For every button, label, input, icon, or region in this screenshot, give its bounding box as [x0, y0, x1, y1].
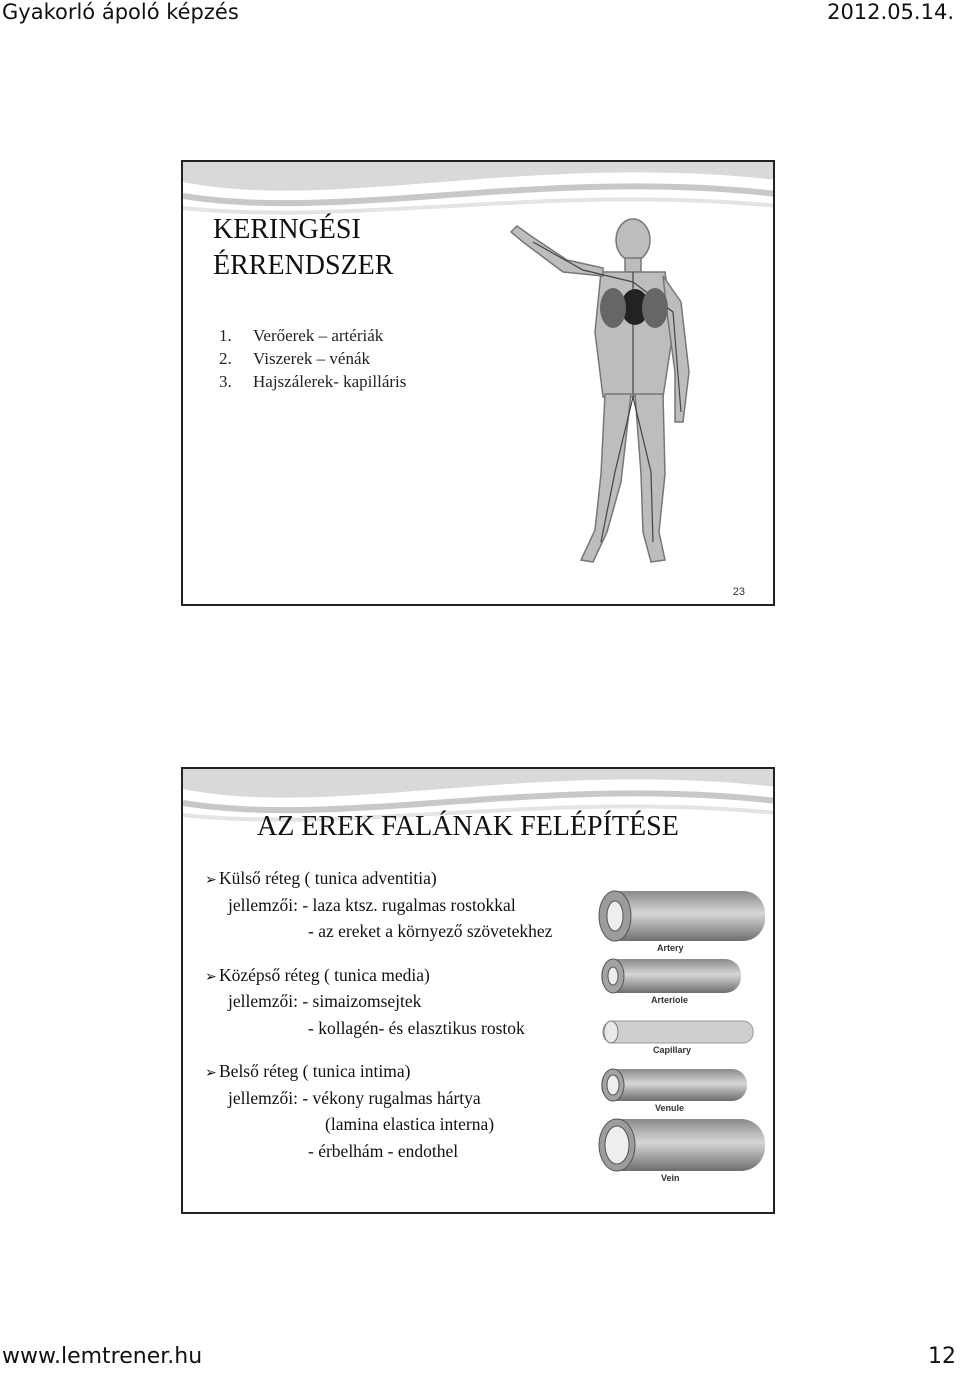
layer-detail: - az ereket a környező szövetekhez: [308, 921, 553, 941]
layer-detail: - érbelhám - endothel: [308, 1140, 459, 1161]
vessel-label: Arteriole: [651, 995, 689, 1005]
blood-vessel-types-figure: [593, 887, 773, 1187]
page-number: 12: [928, 1344, 956, 1369]
arrow-bullet-icon: ➢: [205, 873, 217, 888]
header-course-title: Gyakorló ápoló képzés: [2, 0, 239, 24]
layer-detail: jellemzői: - laza ktsz. rugalmas rostokkal: [228, 894, 516, 915]
slide-title: KERINGÉSI ÉRRENDSZER: [213, 214, 394, 281]
vessel-wall-layers: [205, 865, 552, 1164]
arrow-bullet-icon: ➢: [205, 1066, 217, 1081]
list-item: 2. Viszerek – vénák: [219, 349, 370, 368]
layer-detail: jellemzői: - vékony rugalmas hártya: [228, 1087, 481, 1108]
arrow-bullet-icon: ➢: [205, 969, 217, 985]
vessel-types-list: [219, 324, 406, 393]
vessel-label: Artery: [657, 943, 684, 953]
human-circulatory-system-figure: [503, 212, 723, 572]
layer-heading: Középső réteg ( tunica media): [219, 964, 430, 985]
layer-detail: - kollagén- és elasztikus rostok: [308, 1017, 525, 1038]
header-date: 2012.05.14.: [827, 0, 954, 24]
layer-heading: Külső réteg ( tunica adventitia): [219, 868, 437, 888]
layer-detail: (lamina elastica interna): [325, 1114, 495, 1134]
footer-website: www.lemtrener.hu: [2, 1344, 203, 1369]
list-item: 1. Verőerek – artériák: [219, 326, 384, 345]
vessel-label: Capillary: [653, 1045, 692, 1055]
vessel-label: Venule: [655, 1103, 685, 1113]
slide-title: AZ EREK FALÁNAK FELÉPÍTÉSE: [257, 811, 679, 842]
list-item: 3. Hajszálerek- kapilláris: [219, 372, 407, 391]
slide-number: 23: [732, 586, 745, 598]
layer-detail: jellemzői: - simaizomsejtek: [228, 991, 422, 1011]
slide-23: [181, 160, 775, 606]
layer-heading: Belső réteg ( tunica intima): [219, 1061, 411, 1081]
slide-vessel-wall: [181, 767, 775, 1214]
vessel-label: Vein: [661, 1173, 680, 1183]
